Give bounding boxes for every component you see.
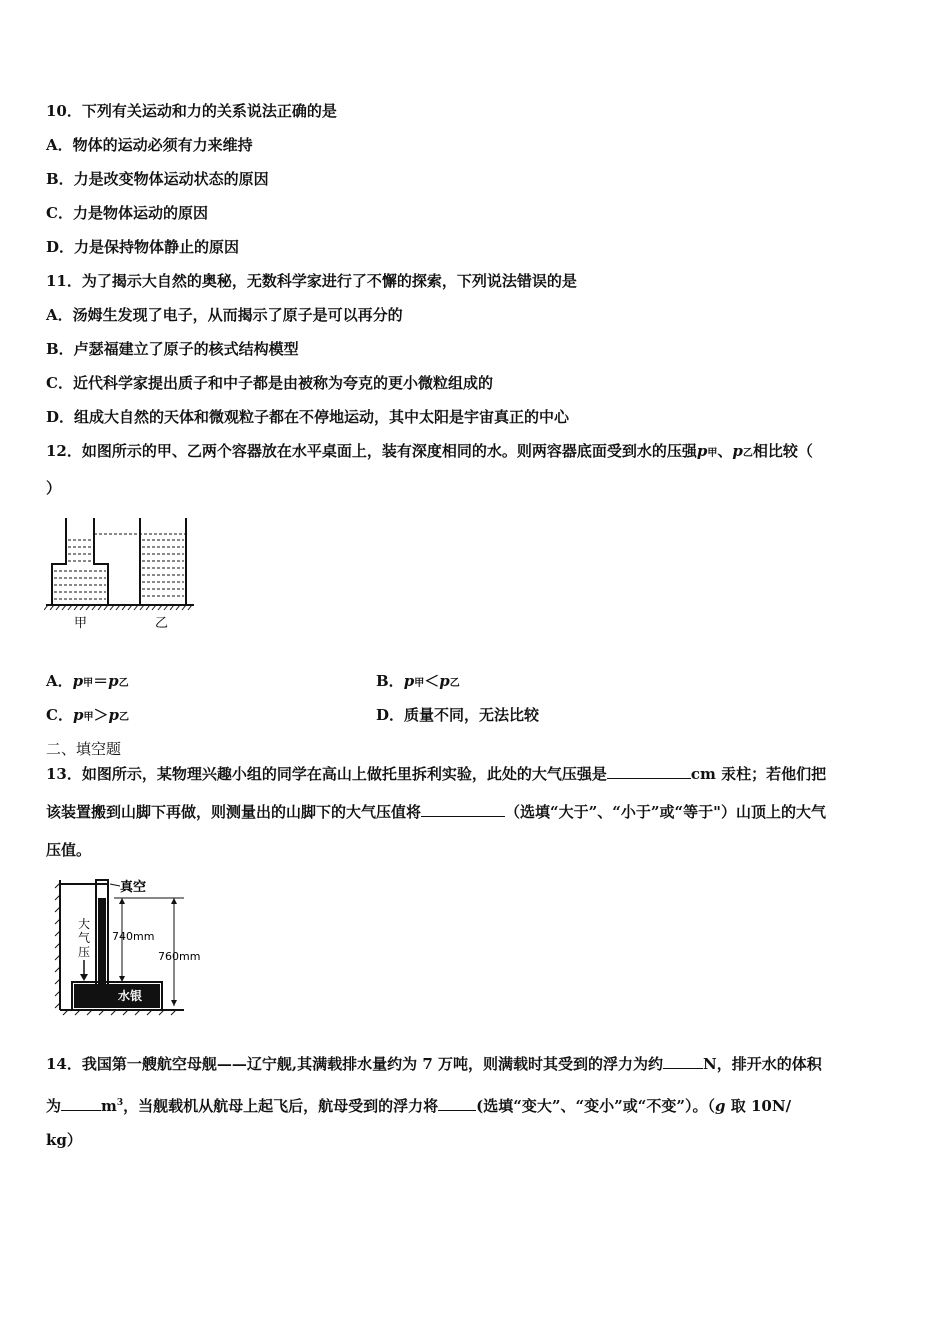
fig-mercury-label: 水银: [118, 989, 143, 1003]
fig-label-jia: 甲: [74, 616, 88, 631]
q11-option-d: D．组成大自然的天体和微观粒子都在不停地运动，其中太阳是宇宙真正的中心: [46, 408, 570, 426]
q13-line3: 压值。: [46, 841, 92, 859]
fig-atm-char-2: 气: [78, 931, 91, 945]
q12-stem: [46, 441, 813, 464]
fig-vacuum-label: 真空: [120, 880, 147, 895]
water-yi: [142, 540, 184, 596]
section-title-fill-blank: 二、填空题: [46, 740, 122, 758]
fig-atm-char-1: 大: [78, 917, 91, 931]
q12-stem-tail: 相比较（: [752, 442, 813, 460]
q12-p: p: [732, 442, 743, 460]
arrow-down-icon: [80, 974, 88, 981]
q13-torricelli-figure: [54, 874, 214, 1016]
q11-stem: 11．为了揭示大自然的奥秘，无数科学家进行了不懈的探索，下列说法错误的是: [46, 272, 577, 290]
q14-blank-3[interactable]: [438, 1096, 476, 1111]
q12-sub-yi: 乙: [742, 448, 753, 459]
q14-blank-2[interactable]: [61, 1096, 101, 1111]
q12-option-c: C．p甲＞p乙: [46, 706, 129, 724]
q11-option-c: C．近代科学家提出质子和中子都是由被称为夸克的更小微粒组成的: [46, 374, 493, 392]
arrow-down-icon: [171, 1000, 177, 1006]
q13-blank-2[interactable]: [421, 802, 505, 817]
q12-containers-figure: [44, 512, 204, 634]
q14-line2: 为 $m^3$，当舰载机从航母上起飞后，航母受到的浮力将 (选填“变大”、“变小”或“不变”）。（g 取 10N/: [46, 1097, 792, 1115]
q11-option-a: A．汤姆生发现了电子，从而揭示了原子是可以再分的: [46, 306, 403, 324]
fig-760-label: 760mm: [158, 950, 201, 963]
mercury-in-dish: [74, 984, 160, 1008]
q10-stem: 10．下列有关运动和力的关系说法正确的是: [46, 102, 337, 120]
q10-option-a: A．物体的运动必须有力来维持: [46, 136, 253, 154]
arrow-up-icon: [119, 898, 125, 904]
q12-p: p: [696, 442, 708, 460]
q14-line1: 14．我国第一艘航空母舰——辽宁舰,其满载排水量约为 7 万吨，则满载时其受到的浮力为约 N，排开水的体积: [46, 1055, 822, 1073]
q12-sep: 、: [717, 442, 733, 460]
q12-option-a: A．p甲＝p乙: [46, 672, 129, 690]
q12-option-d: D．质量不同，无法比较: [376, 706, 540, 724]
q12-sub-jia: 甲: [707, 448, 718, 459]
q13-blank-1[interactable]: [607, 764, 691, 779]
q10-option-b: B．力是改变物体运动状态的原因: [46, 170, 269, 188]
water-jia: [54, 540, 106, 599]
q11-option-b: B．卢瑟福建立了原子的核式结构模型: [46, 340, 299, 358]
q10-option-d: D．力是保持物体静止的原因: [46, 238, 240, 256]
fig-label-yi: 乙: [155, 616, 169, 631]
q12-stem-close: ）: [46, 479, 62, 497]
fig-740-label: 740mm: [112, 930, 155, 943]
q13-line1: 13．如图所示，某物理兴趣小组的同学在高山上做托里拆利实验，此处的大气压强是 cm 汞柱；若他们把: [46, 765, 827, 783]
q12-stem-text: 12．如图所示的甲、乙两个容器放在水平桌面上，装有深度相同的水。则两容器底面受到水的压强: [46, 442, 697, 460]
arrow-up-icon: [171, 898, 177, 904]
q10-option-c: C．力是物体运动的原因: [46, 204, 208, 222]
q12-option-b: B．p甲＜p乙: [376, 672, 460, 690]
q13-line2: 该装置搬到山脚下再做，则测量出的山脚下的大气压值将 （选填“大于”、“小于”或“等于"）山顶上的大气: [46, 803, 826, 821]
q14-line3: kg）: [46, 1131, 82, 1149]
fig-atm-char-3: 压: [78, 945, 91, 959]
q14-blank-1[interactable]: [663, 1054, 703, 1069]
